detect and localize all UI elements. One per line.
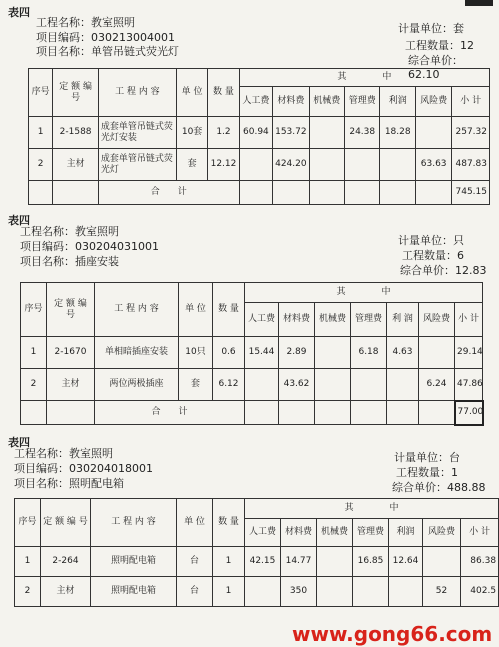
- cell-machine: [317, 547, 353, 577]
- header-labor: 人工费: [245, 519, 281, 547]
- unit-price: 综合单价：488.88: [392, 481, 486, 494]
- header-profit: 利润: [380, 87, 415, 117]
- cell-qty: 1.2: [208, 117, 239, 149]
- cell-subtotal: 487.83: [452, 149, 490, 181]
- cell-code: 2-1588: [53, 117, 99, 149]
- cell-unit: 套: [179, 369, 213, 401]
- cell-profit: 4.63: [387, 337, 419, 369]
- cell-risk: [423, 547, 461, 577]
- cell-content: 成套单管吊链式荧光灯安装: [98, 117, 176, 149]
- header-unit: 单 位: [179, 283, 213, 337]
- project-code: 项目编码：030204018001: [14, 462, 153, 475]
- cell-material: 350: [281, 577, 317, 607]
- header-code: 定 额 编 号: [47, 283, 95, 337]
- cell-code: 主材: [41, 577, 91, 607]
- header-qty: 数 量: [213, 283, 245, 337]
- cell-code: 2-264: [41, 547, 91, 577]
- cell-risk: 63.63: [415, 149, 451, 181]
- cell-content: 照明配电箱: [91, 547, 177, 577]
- work-quantity: 工程数量：12: [405, 39, 474, 52]
- total-value: 745.15: [452, 181, 490, 205]
- header-content: 工 程 内 容: [95, 283, 179, 337]
- cell-content: 成套单管吊链式荧光灯: [98, 149, 176, 181]
- cell-subtotal: 47.86: [455, 369, 483, 401]
- item-name: 项目名称：插座安装: [20, 255, 119, 268]
- cell-subtotal: 257.32: [452, 117, 490, 149]
- cell-content: 单相暗插座安装: [95, 337, 179, 369]
- cell-mgmt: [351, 369, 387, 401]
- unit-of-measure: 计量单位：台: [394, 451, 460, 464]
- header-qty: 数 量: [213, 499, 245, 547]
- cell-risk: 6.24: [419, 369, 455, 401]
- header-risk: 风险费: [419, 303, 455, 337]
- cell-mgmt: 24.38: [345, 117, 380, 149]
- header-code: 定 额 编 号: [53, 69, 99, 117]
- item-name: 项目名称：单管吊链式荧光灯: [36, 45, 179, 58]
- unit-price: 综合单价：12.83: [400, 264, 487, 277]
- table-row: [21, 337, 483, 369]
- header-unit: 单 位: [177, 499, 213, 547]
- header-labor: 人工费: [239, 87, 272, 117]
- total-label: 合 计: [98, 181, 239, 205]
- cell-machine: [315, 369, 351, 401]
- header-machine: 机械费: [309, 87, 344, 117]
- cell-risk: [419, 337, 455, 369]
- project-code: 项目编码：030213004001: [36, 31, 175, 44]
- total-value: 77.00: [455, 401, 483, 425]
- header-subtotal: 小 计: [455, 303, 483, 337]
- section-label: 表四: [8, 436, 30, 449]
- header-subtotal: 小 计: [452, 87, 490, 117]
- cell-unit: 套: [176, 149, 207, 181]
- header-machine: 机械费: [317, 519, 353, 547]
- table-row: [29, 149, 490, 181]
- cell-qty: 0.6: [213, 337, 245, 369]
- unit-of-measure: 计量单位：套: [398, 22, 464, 35]
- cell-material: 424.20: [273, 149, 309, 181]
- header-mgmt: 管理费: [353, 519, 389, 547]
- cell-seq: 1: [21, 337, 47, 369]
- cell-subtotal: 86.38: [461, 547, 499, 577]
- cell-machine: [315, 337, 351, 369]
- header-seq: 序号: [15, 499, 41, 547]
- cell-unit: 台: [177, 547, 213, 577]
- item-name: 项目名称：照明配电箱: [14, 477, 124, 490]
- cell-seq: 1: [29, 117, 53, 149]
- header-profit: 利 润: [387, 303, 419, 337]
- header-machine: 机械费: [315, 303, 351, 337]
- cell-qty: 1: [213, 547, 245, 577]
- header-mgmt: 管理费: [351, 303, 387, 337]
- header-mgmt: 管理费: [345, 87, 380, 117]
- header-risk: 风险费: [423, 519, 461, 547]
- cell-subtotal: 29.14: [455, 337, 483, 369]
- header-risk: 风险费: [415, 87, 451, 117]
- cell-subtotal: 402.5: [461, 577, 499, 607]
- header-code: 定 额 编 号: [41, 499, 91, 547]
- header-profit: 利润: [389, 519, 423, 547]
- header-among: 其 中: [245, 499, 499, 519]
- project-code: 项目编码：030204031001: [20, 240, 159, 253]
- header-content: 工 程 内 容: [91, 499, 177, 547]
- cell-unit: 台: [177, 577, 213, 607]
- total-label: 合 计: [95, 401, 245, 425]
- cell-content: 照明配电箱: [91, 577, 177, 607]
- table-row: [29, 117, 490, 149]
- cell-mgmt: 6.18: [351, 337, 387, 369]
- total-row: [21, 401, 483, 425]
- cell-profit: [380, 149, 415, 181]
- work-quantity: 工程数量：6: [402, 249, 464, 262]
- cost-table: [28, 68, 490, 205]
- unit-price: 综合单价：62.10: [408, 54, 463, 81]
- top-edge-mark: [465, 0, 493, 6]
- cell-material: 2.89: [279, 337, 315, 369]
- header-among: 其 中: [245, 283, 483, 303]
- cell-material: 153.72: [273, 117, 309, 149]
- cell-machine: [309, 149, 344, 181]
- cell-seq: 1: [15, 547, 41, 577]
- project-name: 工程名称：教室照明: [20, 225, 119, 238]
- cell-mgmt: [345, 149, 380, 181]
- watermark-overlay: [190, 580, 490, 610]
- site-brand: www.gong66.com: [292, 622, 493, 646]
- section-label: 表四: [8, 6, 30, 19]
- header-qty: 数 量: [208, 69, 239, 117]
- header-seq: 序号: [29, 69, 53, 117]
- header-labor: 人工费: [245, 303, 279, 337]
- cell-material: 43.62: [279, 369, 315, 401]
- cell-material: 14.77: [281, 547, 317, 577]
- cell-mgmt: 16.85: [353, 547, 389, 577]
- total-row: [29, 181, 490, 205]
- cell-labor: 42.15: [245, 547, 281, 577]
- cell-labor: [239, 149, 272, 181]
- header-among: 其 中: [239, 69, 489, 87]
- cell-risk: [415, 117, 451, 149]
- project-name: 工程名称：教室照明: [36, 16, 135, 29]
- header-unit: 单 位: [176, 69, 207, 117]
- cell-seq: 2: [21, 369, 47, 401]
- cell-code: 主材: [47, 369, 95, 401]
- cell-code: 主材: [53, 149, 99, 181]
- cell-profit: [387, 369, 419, 401]
- cost-table: [20, 282, 484, 426]
- cell-labor: [245, 369, 279, 401]
- cell-labor: 15.44: [245, 337, 279, 369]
- project-name: 工程名称：教室照明: [14, 447, 113, 460]
- cell-profit: 12.64: [389, 547, 423, 577]
- section-label: 表四: [8, 214, 30, 227]
- header-material: 材料费: [281, 519, 317, 547]
- header-content: 工 程 内 容: [98, 69, 176, 117]
- work-quantity: 工程数量：1: [396, 466, 458, 479]
- cell-risk: 52: [423, 577, 461, 607]
- cell-seq: 2: [15, 577, 41, 607]
- cell-qty: 12.12: [208, 149, 239, 181]
- cell-seq: 2: [29, 149, 53, 181]
- unit-of-measure: 计量单位：只: [398, 234, 464, 247]
- table-row: [15, 547, 499, 577]
- cell-profit: 18.28: [380, 117, 415, 149]
- cell-machine: [309, 117, 344, 149]
- header-subtotal: 小 计: [461, 519, 499, 547]
- cell-code: 2-1670: [47, 337, 95, 369]
- cell-content: 两位两极插座: [95, 369, 179, 401]
- cell-labor: 60.94: [239, 117, 272, 149]
- header-seq: 序号: [21, 283, 47, 337]
- header-material: 材料费: [279, 303, 315, 337]
- cell-qty: 1: [213, 577, 245, 607]
- table-row: [21, 369, 483, 401]
- cell-unit: 10套: [176, 117, 207, 149]
- cell-qty: 6.12: [213, 369, 245, 401]
- cell-unit: 10只: [179, 337, 213, 369]
- header-material: 材料费: [273, 87, 309, 117]
